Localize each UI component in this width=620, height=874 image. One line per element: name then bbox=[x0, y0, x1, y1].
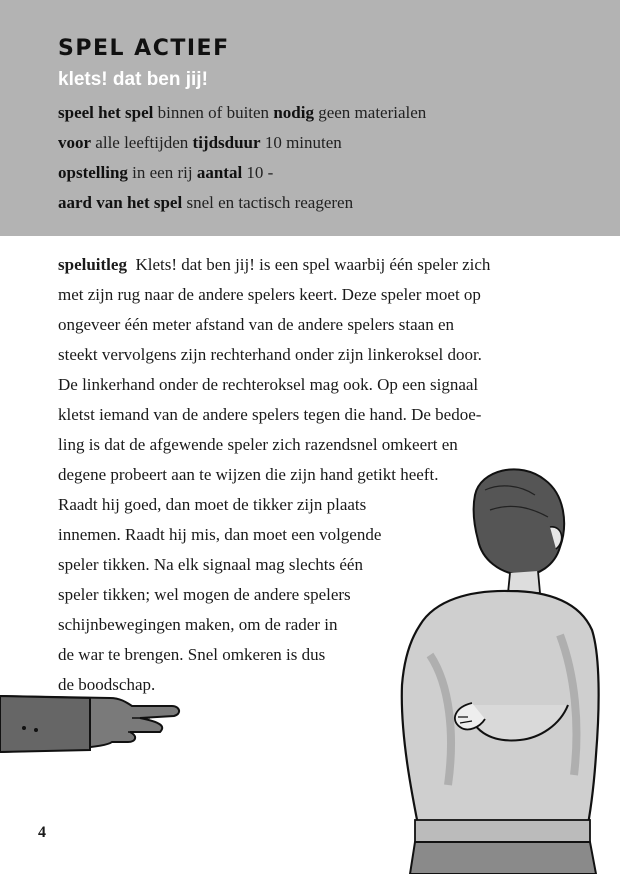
game-title: klets! dat ben jij! bbox=[58, 69, 208, 90]
meta-label: aantal bbox=[196, 163, 243, 182]
text-line: Raadt hij goed, dan moet de tikker zijn plaats bbox=[58, 495, 367, 514]
meta-label: speel het spel bbox=[58, 103, 154, 122]
text-line: met zijn rug naar de andere spelers keert. Deze speler moet op bbox=[58, 285, 481, 304]
text-line: steekt vervolgens zijn rechterhand onder zijn linkeroksel door. bbox=[58, 345, 482, 364]
page-number: 4 bbox=[38, 824, 46, 841]
text-line: ling is dat de afgewende speler zich razendsnel omkeert en bbox=[58, 435, 458, 454]
text-line: speluitleg Klets! dat ben jij! is een spel waarbij één speler zich bbox=[58, 255, 491, 274]
meta-label: opstelling bbox=[58, 163, 128, 182]
meta-line-location bbox=[58, 103, 426, 123]
text-line: speler tikken; wel mogen de andere spelers bbox=[58, 585, 351, 604]
meta-value: snel en tactisch reageren bbox=[186, 193, 354, 212]
text-line: de boodschap. bbox=[58, 675, 156, 694]
text-line: degene probeert aan te wijzen die zijn hand getikt heeft. bbox=[58, 465, 439, 484]
section-title: SPEL ACTIEF bbox=[58, 36, 230, 61]
text-line: de war te brengen. Snel omkeren is dus bbox=[58, 645, 326, 664]
meta-line-setup bbox=[58, 163, 273, 183]
meta-line-type bbox=[58, 193, 353, 213]
meta-label: voor bbox=[58, 133, 92, 152]
text-line: speler tikken. Na elk signaal mag slechts één bbox=[58, 555, 363, 574]
meta-value: geen materialen bbox=[318, 103, 427, 122]
meta-value: alle leeftijden bbox=[95, 133, 189, 152]
meta-value: in een rij bbox=[132, 163, 193, 182]
header-band bbox=[0, 0, 620, 236]
text-line: kletst iemand van de andere spelers tegen die hand. De bedoe- bbox=[58, 405, 482, 424]
boy-illustration bbox=[360, 455, 610, 874]
meta-value: 10 - bbox=[246, 163, 274, 182]
text-line: schijnbewegingen maken, om de rader in bbox=[58, 615, 338, 634]
meta-value: binnen of buiten bbox=[157, 103, 270, 122]
text-line: innemen. Raadt hij mis, dan moet een volgende bbox=[58, 525, 382, 544]
pointing-hand-illustration bbox=[0, 688, 185, 758]
text-line: De linkerhand onder de rechteroksel mag ook. Op een signaal bbox=[58, 375, 479, 394]
text-line: ongeveer één meter afstand van de andere spelers staan en bbox=[58, 315, 454, 334]
meta-label: aard van het spel bbox=[58, 193, 183, 212]
meta-line-age bbox=[58, 133, 342, 153]
lead-label: speluitleg bbox=[58, 255, 127, 274]
meta-label: tijdsduur bbox=[192, 133, 261, 152]
meta-value: 10 minuten bbox=[264, 133, 342, 152]
meta-label: nodig bbox=[273, 103, 314, 122]
